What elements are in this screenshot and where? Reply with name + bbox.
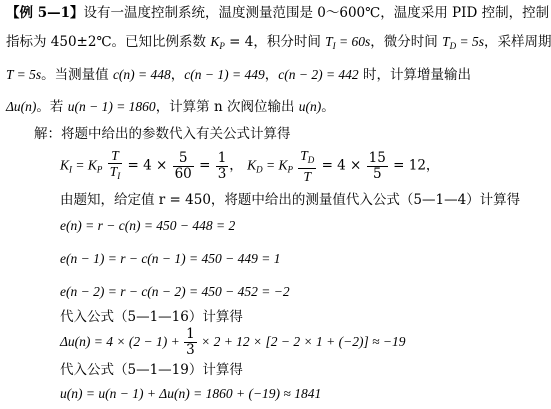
ki-sub: I xyxy=(69,164,73,175)
ki-frac-2 xyxy=(173,151,194,182)
equation-e-n: e(n) = r − c(n) = 450 − 448 = 2 xyxy=(60,218,236,233)
substitute-label-2: 代入公式（5—1—19）计算得 xyxy=(60,362,243,378)
du-frac xyxy=(184,327,197,358)
problem-text-1: 设有一温度控制系统，温度测量范围是 0～600℃，温度采用 PID 控制，控制 xyxy=(83,5,550,21)
delta-un: Δu(n) xyxy=(6,99,37,114)
given-statement: 由题知，给定值 r = 450，将题中给出的测量值代入公式（5—1—4）计算得 xyxy=(60,192,521,208)
comma: ， xyxy=(170,67,185,83)
du-part-b: × 2 + 12 × [2 − 2 × 1 + (−2)] ≈ −19 xyxy=(197,334,406,349)
frac-num: 15 xyxy=(368,149,386,166)
problem-text-2h: ，微分时间 xyxy=(370,34,443,50)
td-symbol: T xyxy=(442,34,450,49)
kp-sub: P xyxy=(219,41,225,51)
substitute-label-1: 代入公式（5—1—16）计算得 xyxy=(60,309,243,325)
frac-den-sub: I xyxy=(117,171,121,181)
ti-symbol: T xyxy=(325,34,333,49)
kd-eq: = K xyxy=(262,157,288,173)
frac-num-sub: D xyxy=(307,155,315,165)
problem-text-3b: 。当测量值 xyxy=(41,67,113,83)
frac-num: T xyxy=(108,148,123,164)
kd-frac-1 xyxy=(298,148,316,184)
ki-eq: = K xyxy=(72,157,97,173)
kd-mid: = 4 × xyxy=(317,157,366,174)
problem-label: 【例 5—1】 xyxy=(6,5,84,21)
ki-frac-3 xyxy=(216,151,229,182)
kd-sub: D xyxy=(256,164,263,175)
solution-intro: 解：将题中给出的参数代入有关公式计算得 xyxy=(34,126,291,142)
frac-num: T xyxy=(300,148,308,163)
equation-delta-u xyxy=(60,327,406,358)
comma: ， xyxy=(264,67,279,83)
frac-num: 1 xyxy=(186,326,195,342)
ki-eq2: = xyxy=(194,157,215,174)
problem-line-3 xyxy=(6,66,471,84)
frac-den: T xyxy=(303,169,312,184)
du-part-a: Δu(n) = 4 × (2 − 1) + xyxy=(60,334,184,349)
ki-mid: = 4 × xyxy=(123,157,172,174)
frac-den: 60 xyxy=(174,165,192,182)
ti-sub: I xyxy=(332,41,336,51)
measure-cn2: c(n − 2) = 442 xyxy=(278,67,359,82)
frac-den: 5 xyxy=(372,165,382,182)
measure-cn: c(n) = 448 xyxy=(112,67,171,82)
problem-text-2l: ，采样周期 xyxy=(483,34,551,50)
problem-line-1 xyxy=(6,4,549,22)
ki-eq-sub: P xyxy=(96,164,103,175)
kd-sep: ， xyxy=(229,157,243,174)
frac-den: T xyxy=(109,164,118,179)
ti-value: = 60s xyxy=(335,34,371,49)
measure-cn1: c(n − 1) = 449 xyxy=(184,67,265,82)
period: 。 xyxy=(321,99,335,115)
frac-num: 1 xyxy=(217,149,227,166)
ki-symbol: K xyxy=(60,157,70,173)
ki-frac-1 xyxy=(108,148,123,184)
frac-num: 5 xyxy=(173,151,194,167)
kd-tail: = 12， xyxy=(388,157,440,174)
equation-u-n: u(n) = u(n − 1) + Δu(n) = 1860 + (−19) ≈ 1841 xyxy=(60,386,322,401)
frac-den: 3 xyxy=(186,342,195,358)
problem-line-4 xyxy=(6,98,335,116)
sample-period: T = 5s xyxy=(6,67,42,82)
problem-text-4d: ，计算第 n 次阀位输出 xyxy=(155,99,299,115)
kd-symbol: K xyxy=(247,157,257,173)
kp-symbol: K xyxy=(210,34,220,49)
td-sub: D xyxy=(449,41,457,51)
u-prev: u(n − 1) = 1860 xyxy=(67,99,156,114)
equation-e-n-1: e(n − 1) = r − c(n − 1) = 450 − 449 = 1 xyxy=(60,251,281,266)
un-symbol: u(n) xyxy=(298,99,322,114)
kd-frac-2 xyxy=(367,151,388,182)
problem-text-2a: 指标为 450±2℃。已知比例系数 xyxy=(6,34,211,50)
problem-text-3h: 时，计算增量输出 xyxy=(358,67,471,83)
problem-text-2d: = 4，积分时间 xyxy=(224,34,326,50)
td-value: = 5s xyxy=(456,34,484,49)
problem-text-4b: 。若 xyxy=(36,99,68,115)
frac-den: 3 xyxy=(217,165,227,182)
ki-kd-equation xyxy=(60,148,439,185)
kd-eq-sub: P xyxy=(287,164,293,175)
problem-line-2 xyxy=(6,33,551,55)
equation-e-n-2: e(n − 2) = r − c(n − 2) = 450 − 452 = −2 xyxy=(60,284,290,299)
